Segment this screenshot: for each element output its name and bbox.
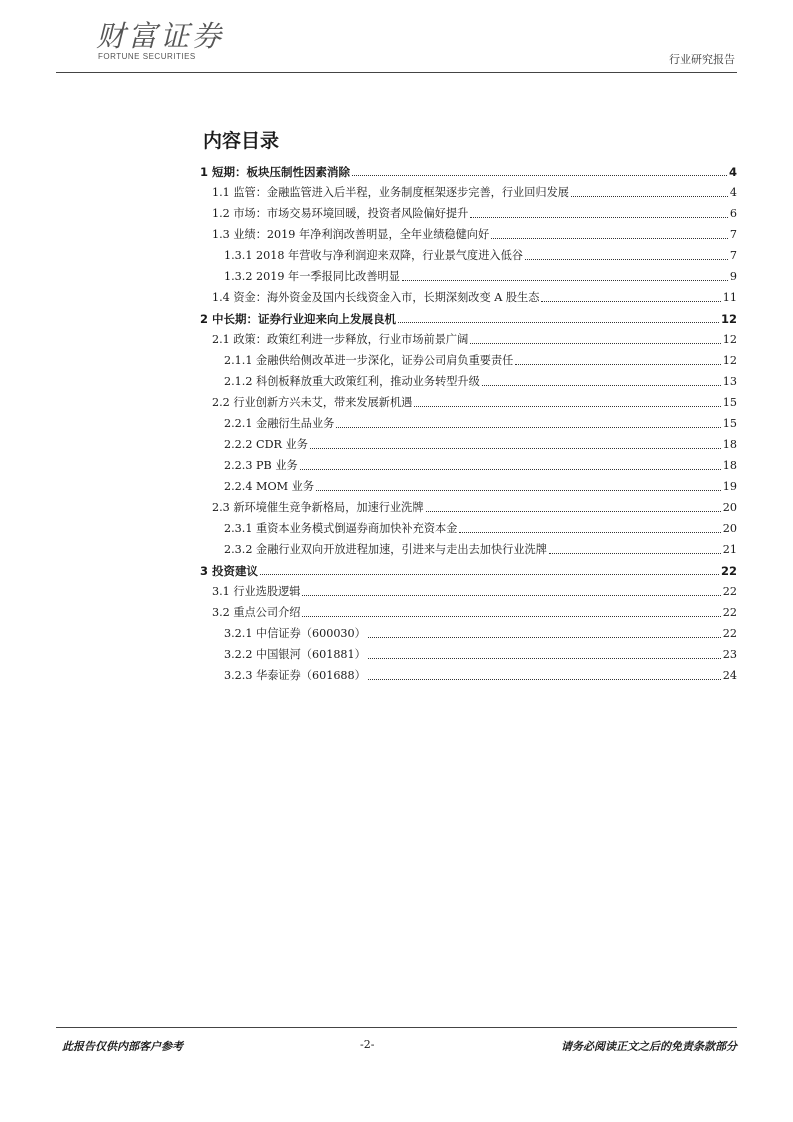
toc-entry-page: 20 bbox=[722, 501, 737, 514]
toc-entry[interactable] bbox=[212, 599, 737, 620]
toc-entry-text: 1.3.2 2019 年一季报同比改善明显 bbox=[224, 270, 400, 283]
toc-entry-text: 2.2.2 CDR 业务 bbox=[224, 438, 308, 451]
toc-entry-page: 22 bbox=[722, 585, 737, 598]
toc-entry-text: 3.2 重点公司介绍 bbox=[212, 606, 301, 619]
toc-leader bbox=[300, 468, 721, 470]
toc-entry[interactable] bbox=[224, 410, 737, 431]
toc-leader bbox=[426, 510, 721, 512]
toc-entry-text: 1.2 市场：市场交易环境回暖，投资者风险偏好提升 bbox=[212, 207, 469, 220]
toc-entry[interactable] bbox=[212, 494, 737, 515]
toc-entry[interactable] bbox=[224, 431, 737, 452]
toc-leader bbox=[260, 573, 719, 575]
footer-disclaimer: 此报告仅供内部客户参考 bbox=[62, 1040, 183, 1053]
toc-leader bbox=[316, 489, 721, 491]
toc-entry-text: 3.2.3 华泰证券（601688） bbox=[224, 669, 366, 682]
toc-entry-text: 2.2 行业创新方兴未艾，带来发展新机遇 bbox=[212, 396, 413, 409]
logo-chinese: 财富证券 bbox=[96, 19, 225, 53]
toc-entry-text: 2.3 新环境催生竞争新格局，加速行业洗牌 bbox=[212, 501, 424, 514]
toc-entry[interactable] bbox=[212, 221, 737, 242]
toc-leader bbox=[310, 447, 721, 449]
toc-entry-page: 4 bbox=[729, 186, 737, 199]
toc-entry-text: 1.3.1 2018 年营收与净利润迎来双降，行业景气度进入低谷 bbox=[224, 249, 523, 262]
company-logo bbox=[96, 20, 224, 61]
toc-entry-page: 7 bbox=[729, 249, 737, 262]
toc-entry-text: 2 中长期：证券行业迎来向上发展良机 bbox=[200, 312, 397, 326]
toc-entry-text: 1.4 资金：海外资金及国内长线资金入市，长期深刻改变 A 股生态 bbox=[212, 291, 540, 304]
toc-entry[interactable] bbox=[212, 578, 737, 599]
report-type: 行业研究报告 bbox=[669, 53, 735, 66]
toc-entry-page: 4 bbox=[728, 165, 737, 179]
toc-entry-page: 22 bbox=[722, 627, 737, 640]
toc-entry[interactable] bbox=[212, 200, 737, 221]
toc-title: 内容目录 bbox=[203, 130, 280, 152]
toc-leader bbox=[470, 216, 728, 218]
toc-entry[interactable] bbox=[224, 263, 737, 284]
toc-leader bbox=[541, 300, 720, 302]
toc-leader bbox=[549, 552, 721, 554]
toc-entry-page: 21 bbox=[722, 543, 737, 556]
toc-entry-page: 9 bbox=[729, 270, 737, 283]
toc-entry-page: 18 bbox=[722, 438, 737, 451]
toc-entry[interactable] bbox=[224, 347, 737, 368]
toc-leader bbox=[470, 342, 720, 344]
toc-leader bbox=[398, 321, 719, 323]
toc-entry[interactable] bbox=[224, 368, 737, 389]
page-header bbox=[56, 16, 737, 73]
toc-entry-page: 15 bbox=[722, 417, 737, 430]
toc-leader bbox=[336, 426, 720, 428]
toc-entry[interactable] bbox=[224, 473, 737, 494]
toc-entry-text: 2.1.1 金融供给侧改革进一步深化，证券公司肩负重要责任 bbox=[224, 354, 514, 367]
toc-entry[interactable] bbox=[224, 242, 737, 263]
toc-leader bbox=[302, 594, 720, 596]
toc-entry-text: 1 短期：板块压制性因素消除 bbox=[200, 165, 351, 179]
toc-entry[interactable] bbox=[212, 326, 737, 347]
toc-entry-page: 12 bbox=[722, 354, 737, 367]
toc-entry-text: 2.3.2 金融行业双向开放进程加速，引进来与走出去加快行业洗牌 bbox=[224, 543, 547, 556]
toc-entry-text: 3.2.2 中国银河（601881） bbox=[224, 648, 366, 661]
toc-entry-text: 1.3 业绩：2019 年净利润改善明显，全年业绩稳健向好 bbox=[212, 228, 490, 241]
logo-english: FORTUNE SECURITIES bbox=[98, 52, 196, 61]
toc-entry-text: 2.1.2 科创板释放重大政策红利，推动业务转型升级 bbox=[224, 375, 480, 388]
toc-entry[interactable] bbox=[212, 284, 737, 305]
toc-entry-page: 23 bbox=[722, 648, 737, 661]
toc-entry-text: 3 投资建议 bbox=[200, 564, 259, 578]
toc-entry-page: 12 bbox=[720, 312, 737, 326]
toc-entry-page: 18 bbox=[722, 459, 737, 472]
toc-entry-page: 22 bbox=[720, 564, 737, 578]
toc-leader bbox=[482, 384, 721, 386]
toc-entry-text: 3.2.1 中信证券（600030） bbox=[224, 627, 366, 640]
toc-leader bbox=[368, 636, 721, 638]
toc-entry-text: 3.1 行业选股逻辑 bbox=[212, 585, 301, 598]
toc-entry-text: 2.1 政策：政策红利进一步释放，行业市场前景广阔 bbox=[212, 333, 469, 346]
toc-leader bbox=[352, 174, 727, 176]
toc-entry[interactable] bbox=[212, 179, 737, 200]
toc-entry-page: 19 bbox=[722, 480, 737, 493]
toc-entry-page: 20 bbox=[722, 522, 737, 535]
toc-leader bbox=[414, 405, 720, 407]
toc-entry[interactable] bbox=[224, 662, 737, 683]
toc-leader bbox=[491, 237, 728, 239]
toc-entry-page: 7 bbox=[729, 228, 737, 241]
toc-entry-text: 2.2.3 PB 业务 bbox=[224, 459, 298, 472]
toc-entry[interactable] bbox=[224, 536, 737, 557]
toc-entry-text: 2.2.1 金融衍生品业务 bbox=[224, 417, 335, 430]
page-footer bbox=[56, 1027, 737, 1068]
toc-entry-text: 2.3.1 重资本业务模式倒逼券商加快补充资本金 bbox=[224, 522, 458, 535]
toc-entry-page: 6 bbox=[729, 207, 737, 220]
toc-entry[interactable] bbox=[200, 557, 737, 578]
toc-leader bbox=[515, 363, 720, 365]
toc-entry-page: 24 bbox=[722, 669, 737, 682]
toc-leader bbox=[459, 531, 720, 533]
toc-leader bbox=[368, 657, 721, 659]
toc-entry-text: 1.1 监管：金融监管进入后半程，业务制度框架逐步完善，行业回归发展 bbox=[212, 186, 569, 199]
toc-entry-page: 13 bbox=[722, 375, 737, 388]
toc-leader bbox=[402, 279, 728, 281]
toc-entry[interactable] bbox=[224, 620, 737, 641]
toc-entry-page: 12 bbox=[722, 333, 737, 346]
toc-entry-page: 15 bbox=[722, 396, 737, 409]
toc-leader bbox=[302, 615, 720, 617]
footer-notice: 请务必阅读正文之后的免责条款部分 bbox=[561, 1040, 737, 1053]
toc-leader bbox=[525, 258, 728, 260]
toc-entry[interactable] bbox=[200, 305, 737, 326]
toc-entry[interactable] bbox=[224, 515, 737, 536]
toc-leader bbox=[571, 195, 728, 197]
toc-entry-page: 22 bbox=[722, 606, 737, 619]
page-number: -2- bbox=[360, 1038, 375, 1051]
toc-entry-page: 11 bbox=[722, 291, 737, 304]
toc-entry-text: 2.2.4 MOM 业务 bbox=[224, 480, 315, 493]
toc-entry[interactable] bbox=[224, 641, 737, 662]
toc-entry[interactable] bbox=[200, 158, 737, 179]
toc-entry[interactable] bbox=[224, 452, 737, 473]
toc-entry[interactable] bbox=[212, 389, 737, 410]
toc-leader bbox=[368, 678, 721, 680]
